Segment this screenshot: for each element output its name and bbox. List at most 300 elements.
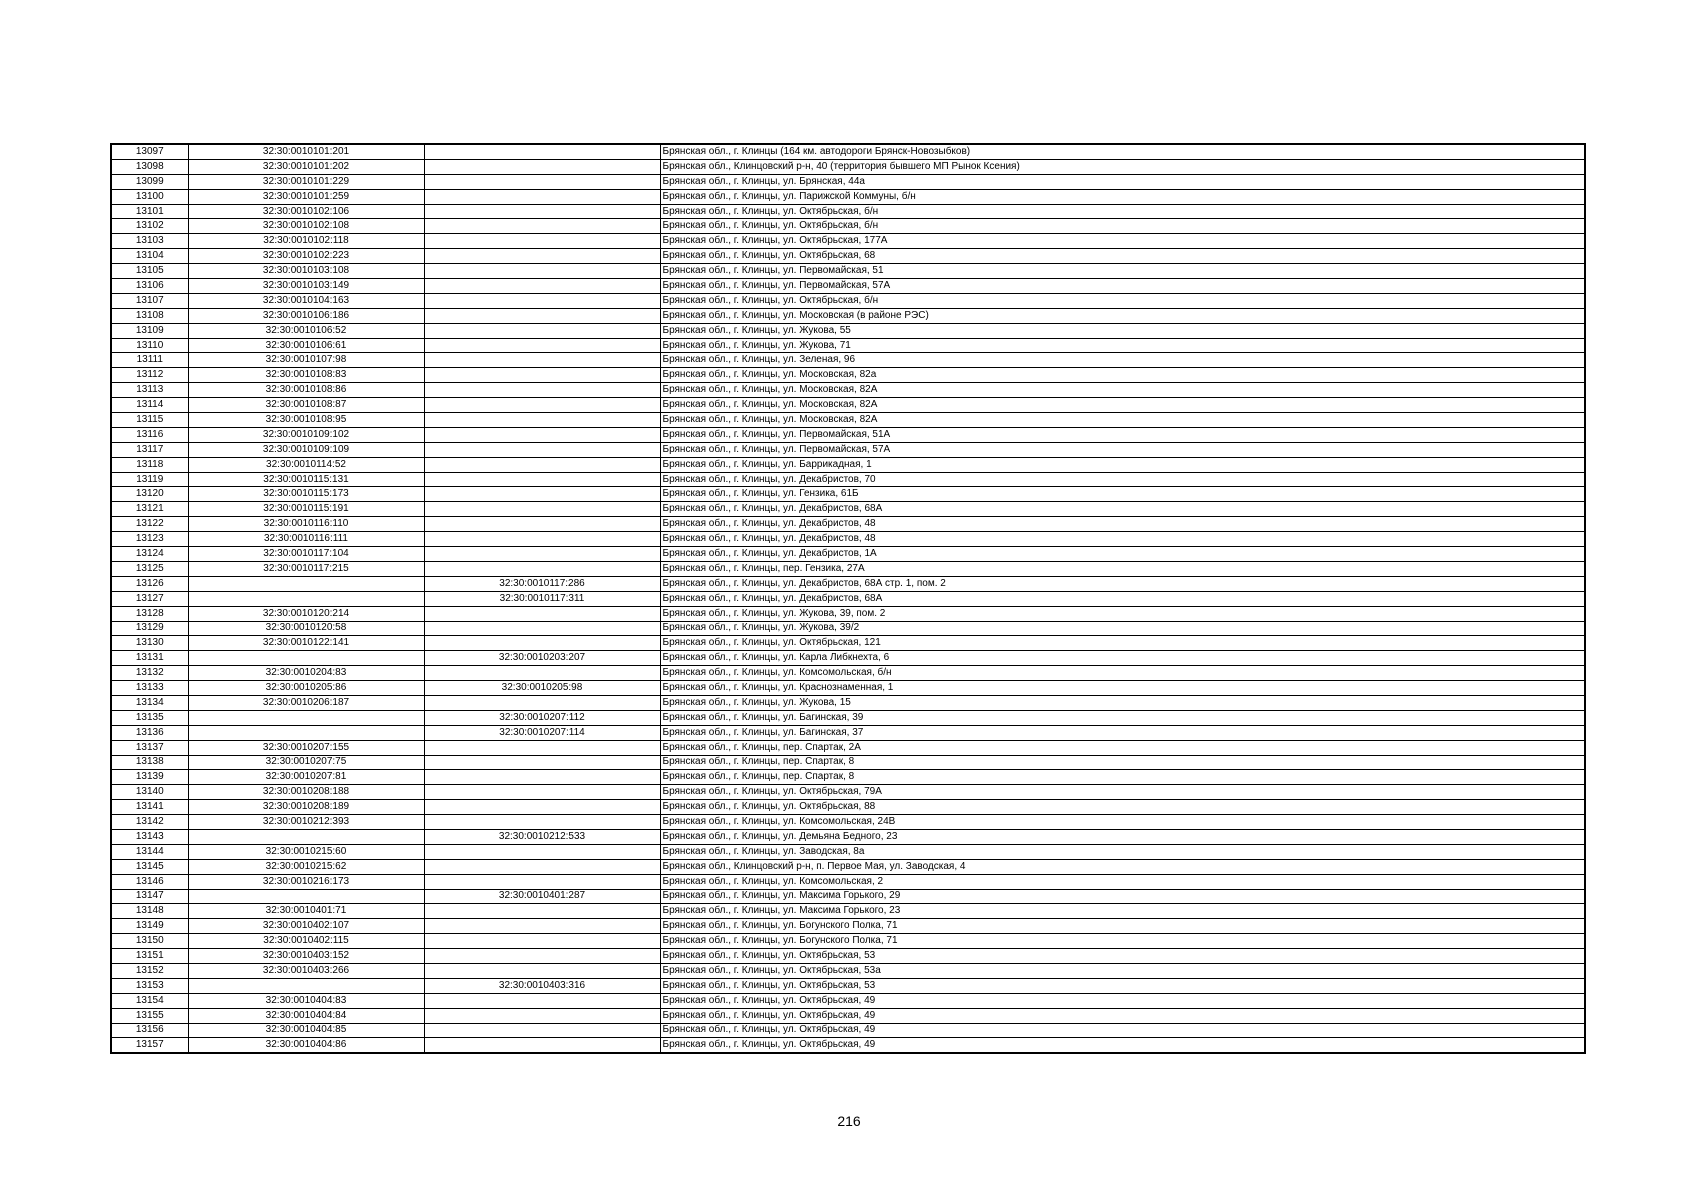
address-cell: Брянская обл., г. Клинцы, ул. Московская, 82а bbox=[660, 368, 1585, 383]
cadastral-number-cell: 32:30:0010404:85 bbox=[188, 1023, 424, 1038]
address-cell: Брянская обл., г. Клинцы, ул. Декабристов, 48 bbox=[660, 517, 1585, 532]
table-row bbox=[111, 963, 1585, 978]
building-cadastral-number-cell bbox=[424, 636, 660, 651]
table-row bbox=[111, 978, 1585, 993]
cadastral-number-cell: 32:30:0010101:229 bbox=[188, 174, 424, 189]
row-number-cell: 13155 bbox=[111, 1008, 188, 1023]
address-cell: Брянская обл., г. Клинцы, ул. Октябрьская, 88 bbox=[660, 800, 1585, 815]
address-cell: Брянская обл., г. Клинцы, ул. Первомайская, 51А bbox=[660, 427, 1585, 442]
table-row bbox=[111, 487, 1585, 502]
row-number-cell: 13138 bbox=[111, 755, 188, 770]
address-cell: Брянская обл., г. Клинцы, ул. Октябрьская, 177А bbox=[660, 234, 1585, 249]
table-row bbox=[111, 279, 1585, 294]
table-row bbox=[111, 993, 1585, 1008]
building-cadastral-number-cell bbox=[424, 457, 660, 472]
building-cadastral-number-cell bbox=[424, 934, 660, 949]
building-cadastral-number-cell: 32:30:0010212:533 bbox=[424, 829, 660, 844]
cadastral-number-cell: 32:30:0010404:84 bbox=[188, 1008, 424, 1023]
table-row bbox=[111, 591, 1585, 606]
address-cell: Брянская обл., г. Клинцы, ул. Декабристов, 68А bbox=[660, 591, 1585, 606]
building-cadastral-number-cell bbox=[424, 755, 660, 770]
address-cell: Брянская обл., г. Клинцы, ул. Октябрьская, б/н bbox=[660, 219, 1585, 234]
address-cell: Брянская обл., г. Клинцы, ул. Декабристов, 48 bbox=[660, 532, 1585, 547]
table-row bbox=[111, 383, 1585, 398]
row-number-cell: 13103 bbox=[111, 234, 188, 249]
building-cadastral-number-cell bbox=[424, 800, 660, 815]
table-row bbox=[111, 919, 1585, 934]
address-cell: Брянская обл., г. Клинцы, ул. Декабристов, 70 bbox=[660, 472, 1585, 487]
address-cell: Брянская обл., г. Клинцы, ул. Декабристов, 68А стр. 1, пом. 2 bbox=[660, 576, 1585, 591]
cadastral-number-cell: 32:30:0010212:393 bbox=[188, 815, 424, 830]
building-cadastral-number-cell bbox=[424, 368, 660, 383]
cadastral-number-cell: 32:30:0010104:163 bbox=[188, 293, 424, 308]
address-cell: Брянская обл., г. Клинцы, ул. Жукова, 39/2 bbox=[660, 621, 1585, 636]
row-number-cell: 13139 bbox=[111, 770, 188, 785]
row-number-cell: 13116 bbox=[111, 427, 188, 442]
building-cadastral-number-cell bbox=[424, 561, 660, 576]
table-row bbox=[111, 606, 1585, 621]
row-number-cell: 13100 bbox=[111, 189, 188, 204]
building-cadastral-number-cell: 32:30:0010401:287 bbox=[424, 889, 660, 904]
row-number-cell: 13122 bbox=[111, 517, 188, 532]
address-cell: Брянская обл., г. Клинцы, ул. Жукова, 71 bbox=[660, 338, 1585, 353]
cadastral-number-cell bbox=[188, 889, 424, 904]
cadastral-number-cell: 32:30:0010106:186 bbox=[188, 308, 424, 323]
building-cadastral-number-cell: 32:30:0010205:98 bbox=[424, 681, 660, 696]
address-cell: Брянская обл., г. Клинцы, ул. Первомайская, 57А bbox=[660, 442, 1585, 457]
building-cadastral-number-cell: 32:30:0010117:311 bbox=[424, 591, 660, 606]
row-number-cell: 13123 bbox=[111, 532, 188, 547]
row-number-cell: 13114 bbox=[111, 398, 188, 413]
row-number-cell: 13110 bbox=[111, 338, 188, 353]
building-cadastral-number-cell bbox=[424, 472, 660, 487]
table-row bbox=[111, 427, 1585, 442]
row-number-cell: 13132 bbox=[111, 666, 188, 681]
building-cadastral-number-cell bbox=[424, 1008, 660, 1023]
address-cell: Брянская обл., г. Клинцы, ул. Зеленая, 96 bbox=[660, 353, 1585, 368]
address-cell: Брянская обл., г. Клинцы, ул. Октябрьская, 121 bbox=[660, 636, 1585, 651]
building-cadastral-number-cell: 32:30:0010207:112 bbox=[424, 710, 660, 725]
address-cell: Брянская обл., г. Клинцы, ул. Комсомольская, 24В bbox=[660, 815, 1585, 830]
address-cell: Брянская обл., г. Клинцы, ул. Парижской Коммуны, б/н bbox=[660, 189, 1585, 204]
cadastral-number-cell: 32:30:0010401:71 bbox=[188, 904, 424, 919]
cadastral-number-cell: 32:30:0010101:202 bbox=[188, 159, 424, 174]
table-row bbox=[111, 442, 1585, 457]
cadastral-number-cell: 32:30:0010402:115 bbox=[188, 934, 424, 949]
building-cadastral-number-cell bbox=[424, 695, 660, 710]
row-number-cell: 13153 bbox=[111, 978, 188, 993]
building-cadastral-number-cell bbox=[424, 785, 660, 800]
row-number-cell: 13115 bbox=[111, 413, 188, 428]
address-cell: Брянская обл., г. Клинцы, ул. Багинская, 37 bbox=[660, 725, 1585, 740]
building-cadastral-number-cell bbox=[424, 904, 660, 919]
building-cadastral-number-cell: 32:30:0010203:207 bbox=[424, 651, 660, 666]
cadastral-number-cell: 32:30:0010108:87 bbox=[188, 398, 424, 413]
building-cadastral-number-cell bbox=[424, 993, 660, 1008]
cadastral-number-cell: 32:30:0010108:83 bbox=[188, 368, 424, 383]
table-row bbox=[111, 844, 1585, 859]
table-row bbox=[111, 740, 1585, 755]
table-row bbox=[111, 889, 1585, 904]
table-row bbox=[111, 666, 1585, 681]
building-cadastral-number-cell bbox=[424, 547, 660, 562]
row-number-cell: 13126 bbox=[111, 576, 188, 591]
row-number-cell: 13120 bbox=[111, 487, 188, 502]
cadastral-number-cell: 32:30:0010116:110 bbox=[188, 517, 424, 532]
table-row bbox=[111, 755, 1585, 770]
row-number-cell: 13111 bbox=[111, 353, 188, 368]
cadastral-number-cell: 32:30:0010101:259 bbox=[188, 189, 424, 204]
building-cadastral-number-cell bbox=[424, 204, 660, 219]
address-cell: Брянская обл., г. Клинцы, ул. Октябрьская, 79А bbox=[660, 785, 1585, 800]
table-row bbox=[111, 204, 1585, 219]
table-row bbox=[111, 1023, 1585, 1038]
cadastral-number-cell bbox=[188, 710, 424, 725]
table-row bbox=[111, 695, 1585, 710]
address-cell: Брянская обл., г. Клинцы, ул. Октябрьская, 49 bbox=[660, 1023, 1585, 1038]
property-register-table bbox=[110, 143, 1586, 1054]
address-cell: Брянская обл., г. Клинцы, ул. Жукова, 39, пом. 2 bbox=[660, 606, 1585, 621]
building-cadastral-number-cell bbox=[424, 159, 660, 174]
table-row bbox=[111, 457, 1585, 472]
table-row bbox=[111, 949, 1585, 964]
row-number-cell: 13147 bbox=[111, 889, 188, 904]
row-number-cell: 13136 bbox=[111, 725, 188, 740]
table-row bbox=[111, 874, 1585, 889]
row-number-cell: 13154 bbox=[111, 993, 188, 1008]
address-cell: Брянская обл., г. Клинцы, ул. Октябрьская, б/н bbox=[660, 204, 1585, 219]
address-cell: Брянская обл., г. Клинцы, ул. Гензика, 61Б bbox=[660, 487, 1585, 502]
table-row bbox=[111, 636, 1585, 651]
table-row bbox=[111, 293, 1585, 308]
table-row bbox=[111, 904, 1585, 919]
cadastral-number-cell: 32:30:0010216:173 bbox=[188, 874, 424, 889]
cadastral-number-cell: 32:30:0010215:60 bbox=[188, 844, 424, 859]
building-cadastral-number-cell bbox=[424, 815, 660, 830]
cadastral-number-cell: 32:30:0010115:191 bbox=[188, 502, 424, 517]
row-number-cell: 13149 bbox=[111, 919, 188, 934]
building-cadastral-number-cell bbox=[424, 279, 660, 294]
row-number-cell: 13099 bbox=[111, 174, 188, 189]
table-row bbox=[111, 800, 1585, 815]
building-cadastral-number-cell bbox=[424, 234, 660, 249]
address-cell: Брянская обл., г. Клинцы, ул. Багинская, 39 bbox=[660, 710, 1585, 725]
row-number-cell: 13108 bbox=[111, 308, 188, 323]
cadastral-number-cell: 32:30:0010103:108 bbox=[188, 264, 424, 279]
row-number-cell: 13109 bbox=[111, 323, 188, 338]
address-cell: Брянская обл., г. Клинцы, пер. Спартак, 8 bbox=[660, 770, 1585, 785]
row-number-cell: 13141 bbox=[111, 800, 188, 815]
cadastral-number-cell bbox=[188, 591, 424, 606]
cadastral-number-cell: 32:30:0010102:106 bbox=[188, 204, 424, 219]
table-row bbox=[111, 368, 1585, 383]
row-number-cell: 13098 bbox=[111, 159, 188, 174]
building-cadastral-number-cell bbox=[424, 413, 660, 428]
building-cadastral-number-cell bbox=[424, 442, 660, 457]
address-cell: Брянская обл., г. Клинцы, ул. Октябрьская, 49 bbox=[660, 1038, 1585, 1053]
building-cadastral-number-cell bbox=[424, 264, 660, 279]
row-number-cell: 13143 bbox=[111, 829, 188, 844]
cadastral-number-cell: 32:30:0010102:108 bbox=[188, 219, 424, 234]
table-row bbox=[111, 472, 1585, 487]
cadastral-number-cell: 32:30:0010208:189 bbox=[188, 800, 424, 815]
building-cadastral-number-cell bbox=[424, 666, 660, 681]
cadastral-number-cell: 32:30:0010117:215 bbox=[188, 561, 424, 576]
table-row bbox=[111, 815, 1585, 830]
cadastral-number-cell: 32:30:0010114:52 bbox=[188, 457, 424, 472]
table-row bbox=[111, 308, 1585, 323]
cadastral-number-cell bbox=[188, 829, 424, 844]
address-cell: Брянская обл., г. Клинцы, пер. Спартак, 2А bbox=[660, 740, 1585, 755]
address-cell: Брянская обл., г. Клинцы, ул. Октябрьская, б/н bbox=[660, 293, 1585, 308]
address-cell: Брянская обл., г. Клинцы, ул. Максима Горького, 23 bbox=[660, 904, 1585, 919]
table-row bbox=[111, 547, 1585, 562]
cadastral-number-cell: 32:30:0010102:118 bbox=[188, 234, 424, 249]
address-cell: Брянская обл., г. Клинцы, ул. Комсомольская, б/н bbox=[660, 666, 1585, 681]
cadastral-number-cell: 32:30:0010106:61 bbox=[188, 338, 424, 353]
row-number-cell: 13146 bbox=[111, 874, 188, 889]
address-cell: Брянская обл., г. Клинцы, ул. Декабристов, 1А bbox=[660, 547, 1585, 562]
address-cell: Брянская обл., Клинцовский р-н, п. Первое Мая, ул. Заводская, 4 bbox=[660, 859, 1585, 874]
table-row bbox=[111, 413, 1585, 428]
address-cell: Брянская обл., г. Клинцы, ул. Московская, 82А bbox=[660, 413, 1585, 428]
building-cadastral-number-cell bbox=[424, 844, 660, 859]
table-row bbox=[111, 561, 1585, 576]
building-cadastral-number-cell bbox=[424, 383, 660, 398]
row-number-cell: 13148 bbox=[111, 904, 188, 919]
building-cadastral-number-cell bbox=[424, 427, 660, 442]
address-cell: Брянская обл., г. Клинцы, пер. Спартак, 8 bbox=[660, 755, 1585, 770]
address-cell: Брянская обл., г. Клинцы, ул. Первомайская, 51 bbox=[660, 264, 1585, 279]
cadastral-number-cell: 32:30:0010101:201 bbox=[188, 144, 424, 159]
building-cadastral-number-cell bbox=[424, 502, 660, 517]
building-cadastral-number-cell bbox=[424, 874, 660, 889]
cadastral-number-cell: 32:30:0010109:102 bbox=[188, 427, 424, 442]
cadastral-number-cell: 32:30:0010404:83 bbox=[188, 993, 424, 1008]
address-cell: Брянская обл., г. Клинцы (164 км. автодороги Брянск-Новозыбков) bbox=[660, 144, 1585, 159]
building-cadastral-number-cell bbox=[424, 606, 660, 621]
address-cell: Брянская обл., г. Клинцы, пер. Гензика, 27А bbox=[660, 561, 1585, 576]
cadastral-number-cell: 32:30:0010402:107 bbox=[188, 919, 424, 934]
address-cell: Брянская обл., г. Клинцы, ул. Московская, 82А bbox=[660, 383, 1585, 398]
table-row bbox=[111, 785, 1585, 800]
address-cell: Брянская обл., г. Клинцы, ул. Богунского Полка, 71 bbox=[660, 934, 1585, 949]
table-row bbox=[111, 264, 1585, 279]
address-cell: Брянская обл., г. Клинцы, ул. Баррикадная, 1 bbox=[660, 457, 1585, 472]
building-cadastral-number-cell bbox=[424, 189, 660, 204]
table-row bbox=[111, 398, 1585, 413]
row-number-cell: 13129 bbox=[111, 621, 188, 636]
row-number-cell: 13127 bbox=[111, 591, 188, 606]
row-number-cell: 13135 bbox=[111, 710, 188, 725]
row-number-cell: 13142 bbox=[111, 815, 188, 830]
cadastral-number-cell bbox=[188, 725, 424, 740]
cadastral-number-cell: 32:30:0010208:188 bbox=[188, 785, 424, 800]
page-number: 216 bbox=[837, 1113, 861, 1129]
building-cadastral-number-cell bbox=[424, 740, 660, 755]
building-cadastral-number-cell bbox=[424, 174, 660, 189]
building-cadastral-number-cell bbox=[424, 919, 660, 934]
table-row bbox=[111, 725, 1585, 740]
cadastral-number-cell: 32:30:0010404:86 bbox=[188, 1038, 424, 1053]
table-row bbox=[111, 189, 1585, 204]
cadastral-number-cell: 32:30:0010207:75 bbox=[188, 755, 424, 770]
row-number-cell: 13102 bbox=[111, 219, 188, 234]
row-number-cell: 13118 bbox=[111, 457, 188, 472]
cadastral-number-cell: 32:30:0010206:187 bbox=[188, 695, 424, 710]
cadastral-number-cell: 32:30:0010115:173 bbox=[188, 487, 424, 502]
table-row bbox=[111, 934, 1585, 949]
table-row bbox=[111, 576, 1585, 591]
cadastral-number-cell bbox=[188, 576, 424, 591]
table-row bbox=[111, 621, 1585, 636]
row-number-cell: 13113 bbox=[111, 383, 188, 398]
address-cell: Брянская обл., г. Клинцы, ул. Октябрьская, 53а bbox=[660, 963, 1585, 978]
cadastral-number-cell: 32:30:0010109:109 bbox=[188, 442, 424, 457]
building-cadastral-number-cell bbox=[424, 323, 660, 338]
cadastral-number-cell: 32:30:0010116:111 bbox=[188, 532, 424, 547]
row-number-cell: 13145 bbox=[111, 859, 188, 874]
row-number-cell: 13152 bbox=[111, 963, 188, 978]
building-cadastral-number-cell bbox=[424, 949, 660, 964]
table-row bbox=[111, 323, 1585, 338]
address-cell: Брянская обл., г. Клинцы, ул. Краснознаменная, 1 bbox=[660, 681, 1585, 696]
cadastral-number-cell: 32:30:0010403:266 bbox=[188, 963, 424, 978]
row-number-cell: 13131 bbox=[111, 651, 188, 666]
cadastral-number-cell: 32:30:0010108:95 bbox=[188, 413, 424, 428]
row-number-cell: 13107 bbox=[111, 293, 188, 308]
table-row bbox=[111, 1008, 1585, 1023]
building-cadastral-number-cell bbox=[424, 517, 660, 532]
row-number-cell: 13124 bbox=[111, 547, 188, 562]
building-cadastral-number-cell bbox=[424, 308, 660, 323]
building-cadastral-number-cell bbox=[424, 353, 660, 368]
building-cadastral-number-cell bbox=[424, 249, 660, 264]
row-number-cell: 13150 bbox=[111, 934, 188, 949]
cadastral-number-cell: 32:30:0010108:86 bbox=[188, 383, 424, 398]
address-cell: Брянская обл., г. Клинцы, ул. Богунского Полка, 71 bbox=[660, 919, 1585, 934]
row-number-cell: 13125 bbox=[111, 561, 188, 576]
cadastral-number-cell: 32:30:0010102:223 bbox=[188, 249, 424, 264]
table-row bbox=[111, 219, 1585, 234]
cadastral-number-cell: 32:30:0010207:155 bbox=[188, 740, 424, 755]
address-cell: Брянская обл., г. Клинцы, ул. Октябрьская, 49 bbox=[660, 993, 1585, 1008]
address-cell: Брянская обл., г. Клинцы, ул. Демьяна Бедного, 23 bbox=[660, 829, 1585, 844]
row-number-cell: 13104 bbox=[111, 249, 188, 264]
table-row bbox=[111, 338, 1585, 353]
building-cadastral-number-cell bbox=[424, 487, 660, 502]
address-cell: Брянская обл., г. Клинцы, ул. Заводская, 8а bbox=[660, 844, 1585, 859]
table-row bbox=[111, 353, 1585, 368]
cadastral-number-cell: 32:30:0010120:58 bbox=[188, 621, 424, 636]
row-number-cell: 13130 bbox=[111, 636, 188, 651]
address-cell: Брянская обл., г. Клинцы, ул. Первомайская, 57А bbox=[660, 279, 1585, 294]
building-cadastral-number-cell bbox=[424, 293, 660, 308]
table-row bbox=[111, 159, 1585, 174]
table-row bbox=[111, 249, 1585, 264]
cadastral-number-cell bbox=[188, 978, 424, 993]
building-cadastral-number-cell bbox=[424, 963, 660, 978]
table-row bbox=[111, 234, 1585, 249]
row-number-cell: 13134 bbox=[111, 695, 188, 710]
address-cell: Брянская обл., г. Клинцы, ул. Жукова, 15 bbox=[660, 695, 1585, 710]
row-number-cell: 13128 bbox=[111, 606, 188, 621]
cadastral-number-cell: 32:30:0010115:131 bbox=[188, 472, 424, 487]
cadastral-number-cell: 32:30:0010117:104 bbox=[188, 547, 424, 562]
building-cadastral-number-cell bbox=[424, 532, 660, 547]
table-row bbox=[111, 770, 1585, 785]
table-row bbox=[111, 517, 1585, 532]
row-number-cell: 13144 bbox=[111, 844, 188, 859]
address-cell: Брянская обл., г. Клинцы, ул. Максима Горького, 29 bbox=[660, 889, 1585, 904]
row-number-cell: 13157 bbox=[111, 1038, 188, 1053]
row-number-cell: 13119 bbox=[111, 472, 188, 487]
address-cell: Брянская обл., г. Клинцы, ул. Брянская, 44а bbox=[660, 174, 1585, 189]
table-row bbox=[111, 174, 1585, 189]
row-number-cell: 13137 bbox=[111, 740, 188, 755]
row-number-cell: 13097 bbox=[111, 144, 188, 159]
address-cell: Брянская обл., г. Клинцы, ул. Московская, 82А bbox=[660, 398, 1585, 413]
building-cadastral-number-cell bbox=[424, 398, 660, 413]
table-row bbox=[111, 1038, 1585, 1053]
cadastral-number-cell bbox=[188, 651, 424, 666]
row-number-cell: 13106 bbox=[111, 279, 188, 294]
building-cadastral-number-cell: 32:30:0010403:316 bbox=[424, 978, 660, 993]
table-row bbox=[111, 681, 1585, 696]
address-cell: Брянская обл., г. Клинцы, ул. Московская (в районе РЭС) bbox=[660, 308, 1585, 323]
cadastral-number-cell: 32:30:0010107:98 bbox=[188, 353, 424, 368]
building-cadastral-number-cell bbox=[424, 338, 660, 353]
building-cadastral-number-cell bbox=[424, 219, 660, 234]
cadastral-number-cell: 32:30:0010207:81 bbox=[188, 770, 424, 785]
cadastral-number-cell: 32:30:0010106:52 bbox=[188, 323, 424, 338]
address-cell: Брянская обл., г. Клинцы, ул. Декабристов, 68А bbox=[660, 502, 1585, 517]
address-cell: Брянская обл., г. Клинцы, ул. Октябрьская, 49 bbox=[660, 1008, 1585, 1023]
address-cell: Брянская обл., г. Клинцы, ул. Жукова, 55 bbox=[660, 323, 1585, 338]
building-cadastral-number-cell bbox=[424, 1038, 660, 1053]
cadastral-number-cell: 32:30:0010122:141 bbox=[188, 636, 424, 651]
row-number-cell: 13156 bbox=[111, 1023, 188, 1038]
cadastral-number-cell: 32:30:0010204:83 bbox=[188, 666, 424, 681]
cadastral-number-cell: 32:30:0010120:214 bbox=[188, 606, 424, 621]
building-cadastral-number-cell bbox=[424, 1023, 660, 1038]
table-row bbox=[111, 859, 1585, 874]
building-cadastral-number-cell bbox=[424, 859, 660, 874]
building-cadastral-number-cell: 32:30:0010207:114 bbox=[424, 725, 660, 740]
table-row bbox=[111, 829, 1585, 844]
table-row bbox=[111, 502, 1585, 517]
row-number-cell: 13151 bbox=[111, 949, 188, 964]
table-row bbox=[111, 710, 1585, 725]
cadastral-number-cell: 32:30:0010103:149 bbox=[188, 279, 424, 294]
address-cell: Брянская обл., Клинцовский р-н, 40 (территория бывшего МП Рынок Ксения) bbox=[660, 159, 1585, 174]
building-cadastral-number-cell bbox=[424, 621, 660, 636]
address-cell: Брянская обл., г. Клинцы, ул. Октябрьская, 68 bbox=[660, 249, 1585, 264]
address-cell: Брянская обл., г. Клинцы, ул. Октябрьская, 53 bbox=[660, 949, 1585, 964]
address-cell: Брянская обл., г. Клинцы, ул. Октябрьская, 53 bbox=[660, 978, 1585, 993]
building-cadastral-number-cell bbox=[424, 144, 660, 159]
row-number-cell: 13112 bbox=[111, 368, 188, 383]
cadastral-number-cell: 32:30:0010215:62 bbox=[188, 859, 424, 874]
row-number-cell: 13101 bbox=[111, 204, 188, 219]
cadastral-number-cell: 32:30:0010205:86 bbox=[188, 681, 424, 696]
row-number-cell: 13117 bbox=[111, 442, 188, 457]
row-number-cell: 13140 bbox=[111, 785, 188, 800]
table-row bbox=[111, 532, 1585, 547]
building-cadastral-number-cell: 32:30:0010117:286 bbox=[424, 576, 660, 591]
address-cell: Брянская обл., г. Клинцы, ул. Комсомольская, 2 bbox=[660, 874, 1585, 889]
building-cadastral-number-cell bbox=[424, 770, 660, 785]
